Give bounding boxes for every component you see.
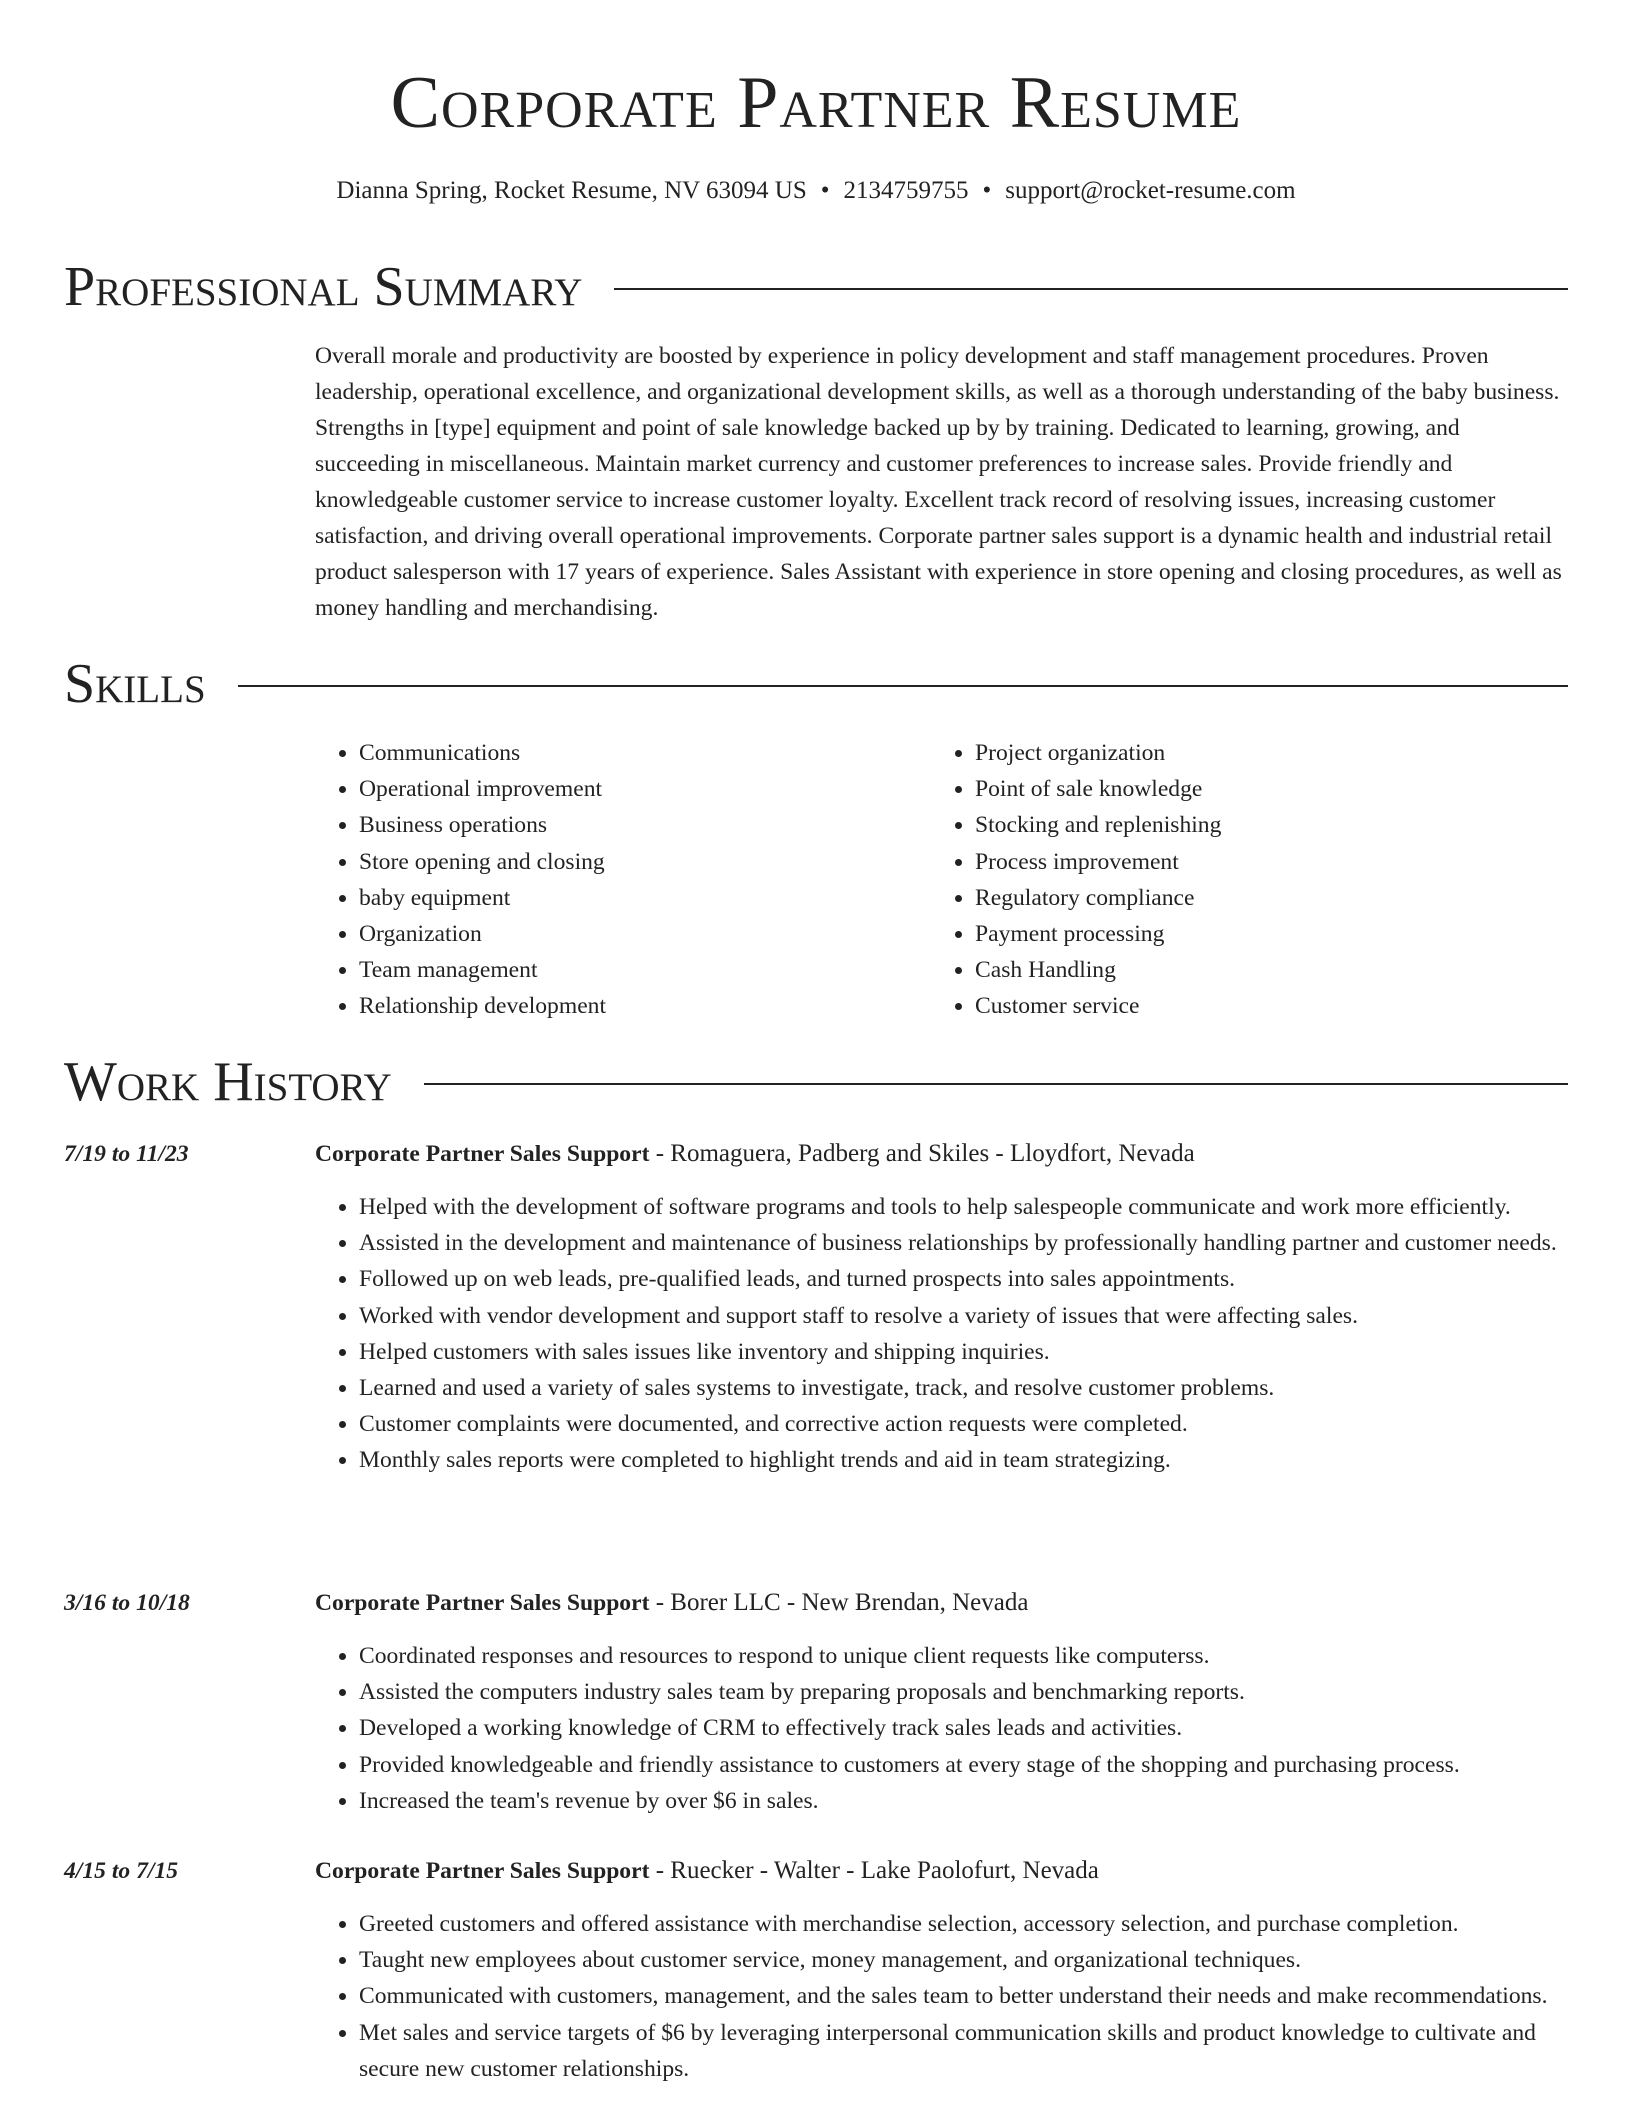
skill-item: • Team management (359, 952, 931, 988)
job-bullets (315, 1638, 1568, 1819)
skills-column-right (931, 735, 1547, 1025)
skill-item: • Operational improvement (359, 771, 931, 807)
summary-section-header (64, 255, 1568, 319)
job-bullet: • Learned and used a variety of sales systems to investigate, track, and resolve customer problems. (359, 1370, 1568, 1406)
job-bullet: • Communicated with customers, management, and the sales team to better understand their needs and make recommendations. (359, 1978, 1568, 2014)
job-heading (315, 1853, 1099, 1889)
contact-address: Dianna Spring, Rocket Resume, NV 63094 US (336, 177, 807, 204)
job-title: Corporate Partner Sales Support (315, 1590, 650, 1616)
section-divider (614, 288, 1568, 290)
job-bullet: • Assisted in the development and maintenance of business relationships by professionally handling partner and customer needs. (359, 1225, 1568, 1261)
skill-item: • Payment processing (975, 916, 1547, 952)
job-bullet: • Greeted customers and offered assistance with merchandise selection, accessory selection, and purchase completion. (359, 1906, 1568, 1942)
job-bullet: • Coordinated responses and resources to respond to unique client requests like computerss. (359, 1638, 1568, 1674)
job-employer-location: - Borer LLC - New Brendan, Nevada (649, 1589, 1029, 1616)
skill-item: • Organization (359, 916, 931, 952)
skill-item: • Customer service (975, 988, 1547, 1024)
skills-column-left (315, 735, 931, 1025)
job-bullet: • Met sales and service targets of $6 by leveraging interpersonal communication skills and product knowledge to cultivate and secure new customer relationships. (359, 2015, 1568, 2087)
section-divider (238, 685, 1568, 687)
job-bullet: • Helped customers with sales issues like inventory and shipping inquiries. (359, 1334, 1568, 1370)
job-bullet: • Worked with vendor development and support staff to resolve a variety of issues that were affecting sales. (359, 1298, 1568, 1334)
job-heading (315, 1585, 1028, 1621)
skill-item: • Regulatory compliance (975, 880, 1547, 916)
skills-heading: Skills (64, 653, 206, 715)
skill-item: • Communications (359, 735, 931, 771)
job-dates: 3/16 to 10/18 (64, 1590, 190, 1616)
skill-item: • Point of sale knowledge (975, 771, 1547, 807)
skill-item: • Project organization (975, 735, 1547, 771)
job-dates: 4/15 to 7/15 (64, 1858, 179, 1884)
job-bullet: • Increased the team's revenue by over $6 in sales. (359, 1783, 1568, 1819)
section-divider (424, 1083, 1568, 1085)
job-title: Corporate Partner Sales Support (315, 1141, 650, 1167)
job-bullet: • Monthly sales reports were completed to highlight trends and aid in team strategizing. (359, 1442, 1568, 1478)
job-employer-location: - Ruecker - Walter - Lake Paolofurt, Nevada (649, 1857, 1099, 1884)
skill-item: • baby equipment (359, 880, 931, 916)
resume-title: Corporate Partner Resume (390, 62, 1242, 144)
contact-line (0, 175, 1632, 207)
job-title: Corporate Partner Sales Support (315, 1858, 650, 1884)
skill-item: • Business operations (359, 807, 931, 843)
skills-list (315, 735, 1568, 1025)
skill-item: • Cash Handling (975, 952, 1547, 988)
work-heading: Work History (64, 1051, 392, 1113)
job-bullet: • Assisted the computers industry sales team by preparing proposals and benchmarking reports. (359, 1674, 1568, 1710)
job-dates: 7/19 to 11/23 (64, 1141, 189, 1167)
job-bullets (315, 1189, 1568, 1479)
summary-heading: Professional Summary (64, 256, 583, 318)
job-bullet: • Customer complaints were documented, and corrective action requests were completed. (359, 1406, 1568, 1442)
job-heading (315, 1136, 1195, 1172)
summary-text: Overall morale and productivity are boosted by experience in policy development and staff management procedures. Proven leadership, operational excellence, and organizational development skills, as well as a thorough understanding of the baby business. Strengths in [type] equipment and point of sale knowledge backed up by by training. Dedicated to learning, growing, and succeeding in miscellaneous. Maintain market currency and customer preferences to increase sales. Provide friendly and knowledgeable customer service to increase customer loyalty. Excellent track record of resolving issues, increasing customer satisfaction, and driving overall operational improvements. Corporate partner sales support is a dynamic health and industrial retail product salesperson with 17 years of experience. Sales Assistant with experience in store opening and closing procedures, as well as money handling and merchandising. (315, 343, 1562, 621)
job-bullet: • Developed a working knowledge of CRM to effectively track sales leads and activities. (359, 1710, 1568, 1746)
job-employer-location: - Romaguera, Padberg and Skiles - Lloydfort, Nevada (649, 1140, 1195, 1167)
contact-separator: • (982, 177, 992, 204)
contact-separator: • (820, 177, 830, 204)
contact-phone: 2134759755 (843, 177, 969, 204)
skill-item: • Store opening and closing (359, 844, 931, 880)
job-bullets (315, 1906, 1568, 2087)
job-bullet: • Helped with the development of software programs and tools to help salespeople communicate and work more efficiently. (359, 1189, 1568, 1225)
skill-item: • Relationship development (359, 988, 931, 1024)
job-bullet: • Followed up on web leads, pre-qualified leads, and turned prospects into sales appointments. (359, 1261, 1568, 1297)
contact-email[interactable]: support@rocket-resume.com (1005, 177, 1296, 204)
skills-section-header (64, 652, 1568, 716)
skill-item: • Stocking and replenishing (975, 807, 1547, 843)
job-bullet: • Provided knowledgeable and friendly assistance to customers at every stage of the shopping and purchasing process. (359, 1747, 1568, 1783)
skill-item: • Process improvement (975, 844, 1547, 880)
job-bullet: • Taught new employees about customer service, money management, and organizational techniques. (359, 1942, 1568, 1978)
work-section-header (64, 1050, 1568, 1114)
